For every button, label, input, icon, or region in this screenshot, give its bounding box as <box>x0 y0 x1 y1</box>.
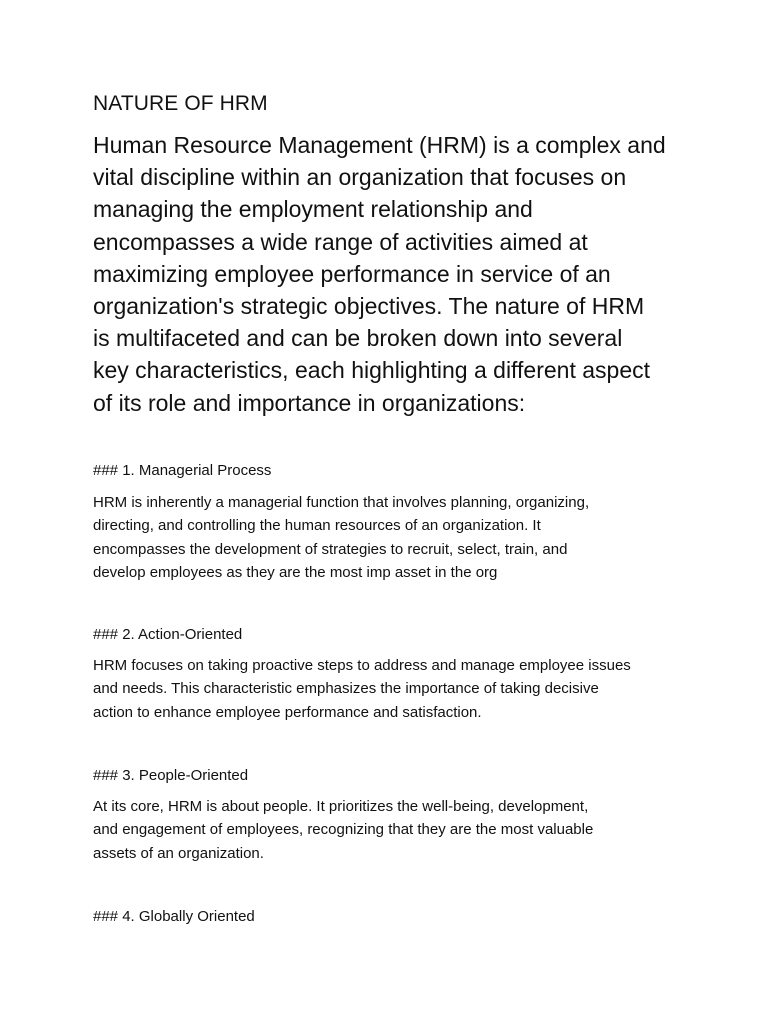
body-line: action to enhance employee performance and satisfaction. <box>93 703 482 721</box>
intro-line: key characteristics, each highlighting a different aspect <box>93 357 650 384</box>
intro-line: organization's strategic objectives. The nature of HRM <box>93 293 645 320</box>
body-line: encompasses the development of strategies to recruit, select, train, and <box>93 540 568 558</box>
section-heading-action-oriented: ### 2. Action-Oriented <box>93 626 243 643</box>
intro-line: Human Resource Management (HRM) is a complex and <box>93 132 666 158</box>
body-line: directing, and controlling the human resources of an organization. It <box>93 517 541 535</box>
intro-line: of its role and importance in organizations: <box>93 389 526 416</box>
body-line: and needs. This characteristic emphasizes the importance of taking decisive <box>93 680 599 698</box>
section-heading-globally-oriented: ### 4. Globally Oriented <box>93 908 255 925</box>
body-line: HRM focuses on taking proactive steps to address and manage employee issues <box>93 657 631 674</box>
intro-line: managing the employment relationship and <box>93 196 533 223</box>
document-title: NATURE OF HRM <box>93 92 268 115</box>
intro-line: vital discipline within an organization that focuses on <box>93 164 627 191</box>
section-body-people-oriented <box>93 795 693 865</box>
section-body-managerial-process <box>93 491 693 584</box>
intro-paragraph <box>93 129 693 419</box>
body-line: At its core, HRM is about people. It prioritizes the well-being, development, <box>93 798 589 815</box>
intro-line: maximizing employee performance in service of an <box>93 260 611 287</box>
intro-line: encompasses a wide range of activities aimed at <box>93 228 588 255</box>
section-body-action-oriented <box>93 654 693 724</box>
section-heading-managerial-process: ### 1. Managerial Process <box>93 462 272 479</box>
body-line: develop employees as they are the most imp asset in the org <box>93 563 498 581</box>
section-heading-people-oriented: ### 3. People-Oriented <box>93 767 249 784</box>
body-line: assets of an organization. <box>93 844 264 862</box>
body-line: HRM is inherently a managerial function that involves planning, organizing, <box>93 494 590 511</box>
intro-line: is multifaceted and can be broken down into several <box>93 325 623 352</box>
body-line: and engagement of employees, recognizing that they are the most valuable <box>93 821 594 839</box>
